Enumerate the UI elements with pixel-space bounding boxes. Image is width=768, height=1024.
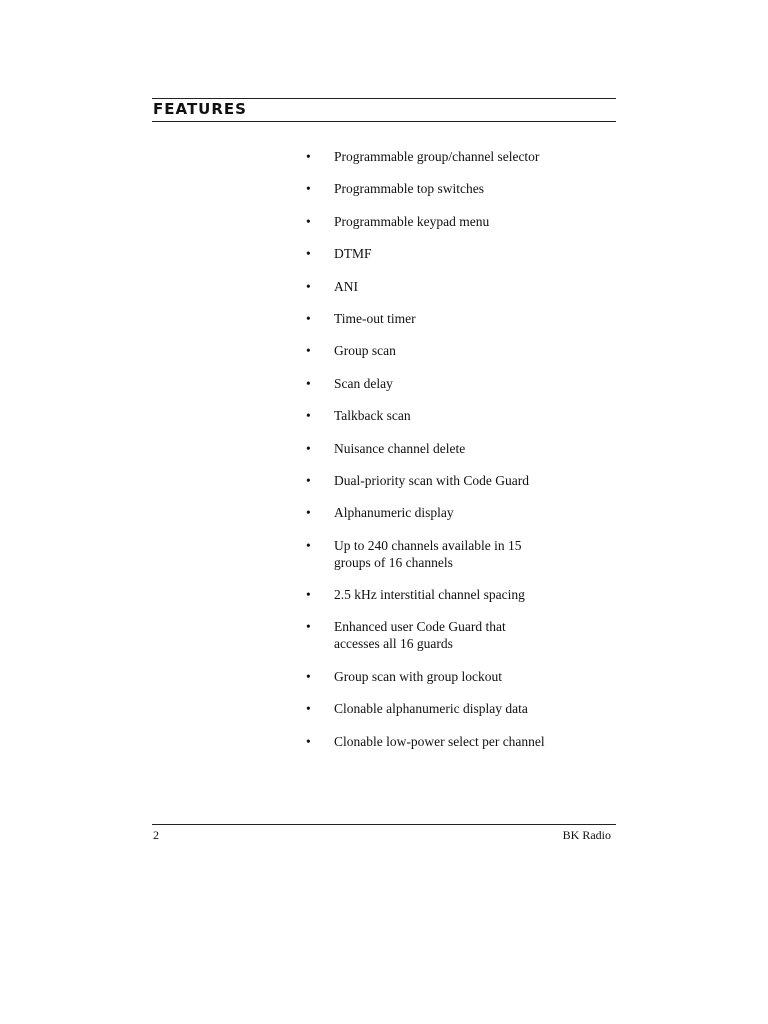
page-footer <box>152 824 616 843</box>
feature-item <box>300 700 600 717</box>
feature-text: Alphanumeric display <box>334 505 454 521</box>
feature-item <box>300 440 600 457</box>
feature-text: ANI <box>334 278 358 294</box>
publisher-name: BK Radio <box>562 828 611 842</box>
bullet-icon: • <box>306 149 311 164</box>
feature-text: Clonable low-power select per channel <box>334 733 545 749</box>
feature-list <box>300 148 600 765</box>
feature-item <box>300 342 600 359</box>
feature-item <box>300 245 600 262</box>
bullet-icon: • <box>306 733 311 749</box>
feature-text: DTMF <box>334 246 372 262</box>
feature-text: Programmable keypad menu <box>334 213 490 229</box>
feature-text: Nuisance channel delete <box>334 440 466 456</box>
feature-item <box>300 310 600 327</box>
section-title: FEATURES <box>153 100 247 118</box>
bullet-icon: • <box>306 668 311 684</box>
bullet-icon: • <box>306 537 311 553</box>
feature-item <box>300 668 600 685</box>
feature-text: Talkback scan <box>334 408 411 424</box>
feature-item <box>300 213 600 230</box>
section-header <box>152 98 616 122</box>
feature-text: groups of 16 channels <box>334 554 453 570</box>
feature-text: Clonable alphanumeric display data <box>334 701 528 717</box>
bullet-icon: • <box>306 213 311 229</box>
feature-text: Programmable group/channel selector <box>334 149 540 164</box>
bullet-icon: • <box>306 472 311 488</box>
feature-item <box>300 472 600 489</box>
feature-text: Time-out timer <box>334 310 416 326</box>
bullet-icon: • <box>306 587 311 603</box>
bullet-icon: • <box>306 181 311 197</box>
feature-item <box>300 618 600 652</box>
feature-item <box>300 733 600 750</box>
feature-text: Group scan with group lockout <box>334 668 502 684</box>
feature-text: accesses all 16 guards <box>334 636 453 652</box>
bullet-icon: • <box>306 375 311 391</box>
bullet-icon: • <box>306 278 311 294</box>
bullet-icon: • <box>306 440 311 456</box>
feature-text: Scan delay <box>334 375 393 391</box>
feature-text: Group scan <box>334 343 396 359</box>
feature-text: Dual-priority scan with Code Guard <box>334 472 529 488</box>
feature-text: Programmable top switches <box>334 181 484 197</box>
feature-text: Up to 240 channels available in 15 <box>334 537 522 553</box>
bullet-icon: • <box>306 408 311 424</box>
bullet-icon: • <box>306 505 311 521</box>
feature-item <box>300 180 600 197</box>
feature-text: Enhanced user Code Guard that <box>334 619 506 635</box>
feature-item <box>300 148 600 165</box>
feature-item <box>300 375 600 392</box>
bullet-icon: • <box>306 246 311 262</box>
feature-item <box>300 537 600 571</box>
bullet-icon: • <box>306 310 311 326</box>
feature-item <box>300 504 600 521</box>
bullet-icon: • <box>306 619 311 635</box>
page-number: 2 <box>153 828 159 842</box>
feature-item <box>300 586 600 603</box>
feature-text: 2.5 kHz interstitial channel spacing <box>334 587 525 603</box>
feature-item <box>300 278 600 295</box>
feature-item <box>300 407 600 424</box>
bullet-icon: • <box>306 701 311 717</box>
bullet-icon: • <box>306 343 311 359</box>
